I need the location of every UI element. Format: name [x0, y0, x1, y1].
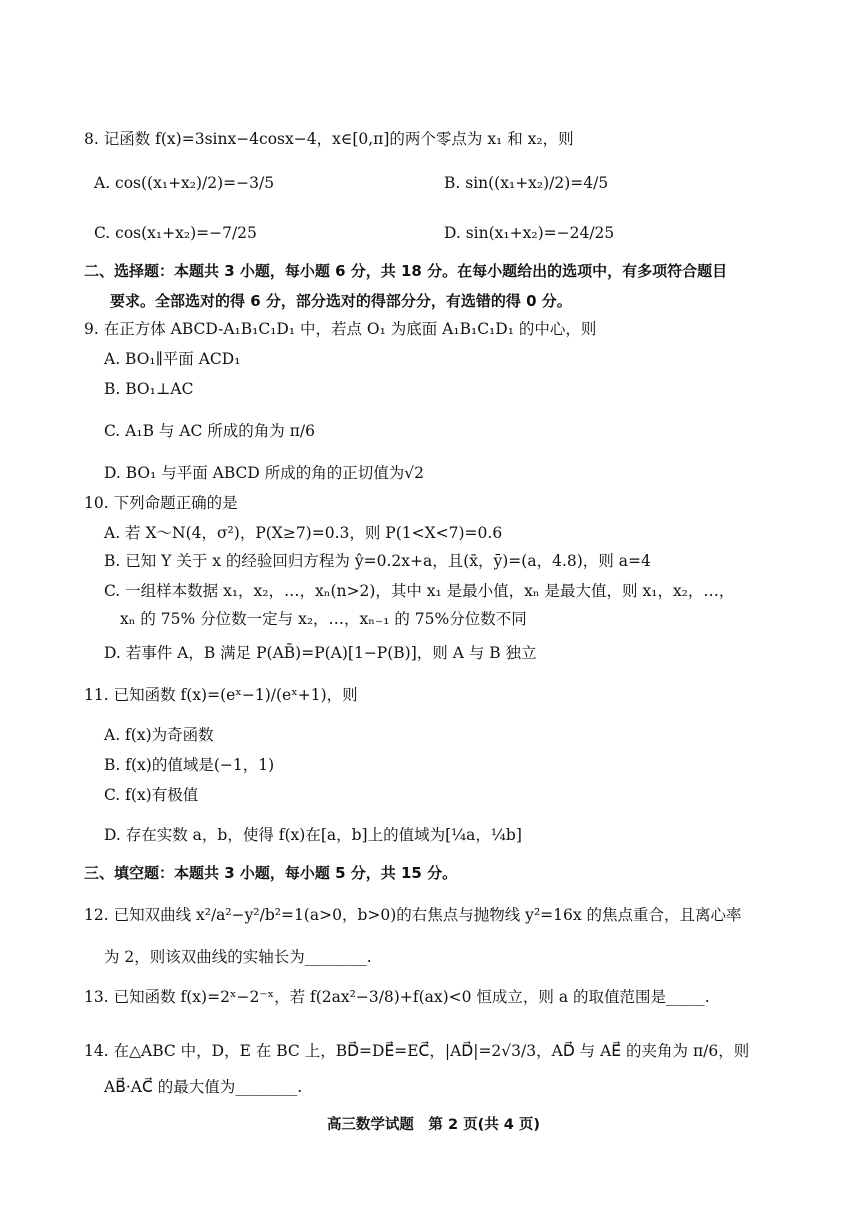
section-3-heading: 三、填空题：本题共 3 小题，每小题 5 分，共 15 分。 — [84, 864, 458, 882]
question-12-line-2: 为 2，则该双曲线的实轴长为________. — [104, 948, 372, 966]
section-2-heading-cont: 要求。全部选对的得 6 分，部分选对的得部分分，有选错的得 0 分。 — [110, 292, 572, 310]
question-8-option-b: B. sin((x₁+x₂)/2)=4/5 — [444, 174, 609, 192]
question-11-option-a: A. f(x)为奇函数 — [104, 726, 214, 744]
question-8-option-d: D. sin(x₁+x₂)=−24/25 — [444, 224, 615, 242]
question-13-line-1: 13. 已知函数 f(x)=2ˣ−2⁻ˣ，若 f(2ax²−3/8)+f(ax)<0 恒成立，则 a 的取值范围是_____. — [84, 988, 710, 1006]
question-9-option-c: C. A₁B 与 AC 所成的角为 π/6 — [104, 422, 315, 440]
question-9-stem: 9. 在正方体 ABCD-A₁B₁C₁D₁ 中，若点 O₁ 为底面 A₁B₁C₁D₁ 的中心，则 — [84, 320, 597, 338]
question-8-option-a: A. cos((x₁+x₂)/2)=−3/5 — [94, 174, 275, 192]
page-footer: 高三数学试题 第 2 页(共 4 页) — [326, 1117, 541, 1133]
section-2-heading: 二、选择题：本题共 3 小题，每小题 6 分，共 18 分。在每小题给出的选项中，有多项符合题目 — [84, 262, 728, 280]
question-10-option-d: D. 若事件 A，B 满足 P(AB̄)=P(A)[1−P(B)]，则 A 与 B 独立 — [104, 644, 537, 662]
question-11-option-d: D. 存在实数 a，b，使得 f(x)在[a，b]上的值域为[¼a，¼b] — [104, 826, 522, 844]
question-8-option-c: C. cos(x₁+x₂)=−7/25 — [94, 224, 257, 242]
question-10-option-b: B. 已知 Y 关于 x 的经验回归方程为 ŷ=0.2x+a，且(x̄，ȳ)=(a，4.8)，则 a=4 — [104, 552, 651, 570]
question-9-option-b: B. BO₁⊥AC — [104, 380, 194, 398]
question-10-stem: 10. 下列命题正确的是 — [84, 494, 238, 512]
question-9-option-a: A. BO₁∥平面 ACD₁ — [104, 350, 241, 368]
question-11-option-c: C. f(x)有极值 — [104, 786, 199, 804]
question-8-stem: 8. 记函数 f(x)=3sinx−4cosx−4，x∈[0,π]的两个零点为 x₁ 和 x₂，则 — [84, 130, 574, 148]
question-12-line-1: 12. 已知双曲线 x²/a²−y²/b²=1(a>0，b>0)的右焦点与抛物线 y²=16x 的焦点重合，且离心率 — [84, 906, 742, 924]
question-11-option-b: B. f(x)的值域是(−1，1) — [104, 756, 275, 774]
question-14-line-1: 14. 在△ABC 中，D，E 在 BC 上，BD⃗=DE⃗=EC⃗，|AD⃗|=2√3/3，AD⃗ 与 AE⃗ 的夹角为 π/6，则 — [84, 1042, 750, 1060]
question-11-stem: 11. 已知函数 f(x)=(eˣ−1)/(eˣ+1)，则 — [84, 686, 358, 704]
question-14-line-2: AB⃗·AC⃗ 的最大值为________. — [104, 1078, 303, 1096]
question-10-option-c: C. 一组样本数据 x₁，x₂，…，xₙ(n>2)，其中 x₁ 是最小值，xₙ 是最大值，则 x₁，x₂，…， — [104, 582, 735, 600]
question-10-option-c-cont: xₙ 的 75% 分位数一定与 x₂，…，xₙ₋₁ 的 75%分位数不同 — [120, 610, 527, 628]
question-10-option-a: A. 若 X～N(4，σ²)，P(X≥7)=0.3，则 P(1<X<7)=0.6 — [104, 524, 503, 542]
question-9-option-d: D. BO₁ 与平面 ABCD 所成的角的正切值为√2 — [104, 464, 425, 482]
